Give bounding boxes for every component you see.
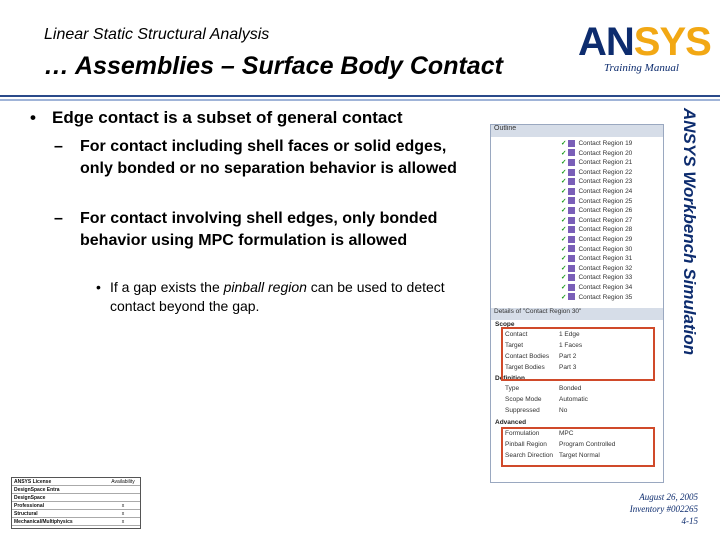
- outline-item-label: Contact Region 27: [578, 216, 633, 224]
- outline-item[interactable]: [561, 235, 632, 245]
- contact-region-icon: [568, 236, 575, 243]
- sub-bullet-2: [54, 208, 470, 252]
- check-icon: ✓: [561, 274, 567, 282]
- outline-item[interactable]: [561, 273, 632, 283]
- check-icon: ✓: [561, 284, 567, 291]
- contact-region-icon: [568, 140, 575, 147]
- footer-date: August 26, 2005: [639, 492, 698, 502]
- details-key: Contact Bodies: [505, 353, 550, 360]
- license-availability: x: [106, 518, 140, 526]
- outline-item-label: Contact Region 34: [578, 284, 633, 291]
- sub-sub-text-a: If a gap exists the: [110, 279, 224, 295]
- license-availability: [106, 494, 140, 502]
- license-row: [12, 502, 140, 510]
- check-icon: ✓: [561, 255, 567, 263]
- check-icon: ✓: [561, 140, 567, 147]
- details-value: Part 3: [559, 364, 577, 371]
- slide-subtitle: … Assemblies – Surface Body Contact: [44, 52, 503, 80]
- outline-item-label: Contact Region 24: [578, 188, 633, 195]
- contact-region-icon: [568, 197, 575, 204]
- outline-item[interactable]: [561, 149, 632, 159]
- outline-item[interactable]: [561, 225, 632, 235]
- details-value: 1 Faces: [559, 342, 583, 349]
- outline-item[interactable]: [561, 139, 632, 149]
- check-icon: ✓: [561, 226, 567, 234]
- outline-item-label: Contact Region 29: [578, 236, 633, 243]
- outline-item-label: Contact Region 22: [578, 168, 633, 176]
- sub-bullet-1-text: For contact including shell faces or solid edges, only bonded or no separation behavior is allowed: [80, 138, 457, 177]
- details-key: Search Direction: [505, 452, 554, 459]
- outline-item[interactable]: [561, 187, 632, 197]
- details-group-advanced: Advanced: [495, 419, 527, 426]
- advanced-highlight-box: [501, 427, 655, 467]
- details-group-scope: Scope: [495, 321, 515, 328]
- outline-item-label: Contact Region 28: [578, 226, 633, 234]
- check-icon: ✓: [561, 149, 567, 157]
- outline-item[interactable]: [561, 168, 632, 178]
- outline-item-label: Contact Region 20: [578, 149, 633, 157]
- outline-item-label: Contact Region 23: [578, 178, 633, 186]
- details-key: Formulation: [505, 430, 540, 437]
- details-group-definition: Definition: [495, 375, 525, 382]
- scope-highlight-box: [501, 327, 655, 381]
- details-key: Type: [505, 385, 520, 392]
- slide-title: Linear Static Structural Analysis: [44, 26, 270, 43]
- check-icon: ✓: [561, 236, 567, 243]
- footer: [600, 491, 698, 527]
- bullet-dot-icon: •: [30, 108, 36, 127]
- contact-region-icon: [568, 149, 575, 156]
- details-key: Target: [505, 342, 524, 349]
- outline-item[interactable]: [561, 177, 632, 187]
- license-name: Mechanical/Multiphysics: [12, 518, 106, 526]
- check-icon: ✓: [561, 168, 567, 176]
- license-name: DesignSpace: [12, 494, 106, 502]
- details-value: MPC: [559, 430, 574, 437]
- main-bullet-text: Edge contact is a subset of general contact: [52, 108, 403, 127]
- license-name: Professional: [12, 502, 106, 510]
- license-row: [12, 486, 140, 494]
- training-manual-label: Training Manual: [604, 62, 679, 74]
- outline-item[interactable]: [561, 245, 632, 255]
- check-icon: ✓: [561, 264, 567, 272]
- details-key: Pinball Region: [505, 441, 547, 448]
- outline-item-label: Contact Region 19: [578, 140, 633, 147]
- details-row[interactable]: [503, 407, 661, 418]
- contact-region-icon: [568, 274, 575, 281]
- check-icon: ✓: [561, 207, 567, 215]
- details-value: No: [559, 407, 568, 414]
- license-table: [11, 477, 141, 529]
- contact-region-icon: [568, 169, 575, 176]
- contact-region-icon: [568, 226, 575, 233]
- check-icon: ✓: [561, 245, 567, 253]
- ansys-logo: ANSYS: [578, 20, 711, 64]
- outline-item[interactable]: [561, 206, 632, 216]
- footer-page: 4-15: [681, 516, 698, 526]
- details-key: Scope Mode: [505, 396, 542, 403]
- dash-icon: –: [54, 210, 63, 227]
- outline-item-label: Contact Region 35: [578, 293, 633, 301]
- contact-region-icon: [568, 245, 575, 252]
- contact-region-icon: [568, 293, 575, 300]
- license-header-availability: Availability: [106, 478, 140, 486]
- outline-item-label: Contact Region 25: [578, 197, 633, 205]
- outline-item-label: Contact Region 33: [578, 274, 633, 282]
- bullet-dot-icon: •: [96, 279, 101, 295]
- vertical-banner: [675, 108, 705, 418]
- outline-item[interactable]: [561, 283, 632, 293]
- license-name: Structural: [12, 510, 106, 518]
- details-value: Automatic: [559, 396, 588, 403]
- sub-bullet-1: [54, 136, 470, 180]
- license-name: DesignSpace Entra: [12, 486, 106, 494]
- check-icon: ✓: [561, 293, 567, 301]
- footer-inventory: Inventory #002265: [629, 504, 698, 514]
- sub-sub-bullet: [96, 278, 460, 316]
- license-header-name: ANSYS License: [12, 478, 106, 486]
- contact-region-icon: [568, 159, 575, 166]
- details-key: Suppressed: [505, 407, 540, 414]
- contact-region-icon: [568, 255, 575, 262]
- outline-item[interactable]: [561, 158, 632, 168]
- license-availability: x: [106, 510, 140, 518]
- embedded-screenshot: [490, 124, 664, 483]
- details-row[interactable]: [503, 385, 661, 396]
- outline-item[interactable]: [561, 216, 632, 226]
- contact-region-icon: [568, 207, 575, 214]
- details-value: Bonded: [559, 385, 582, 392]
- contact-region-icon: [568, 188, 575, 195]
- check-icon: ✓: [561, 216, 567, 224]
- main-bullet: [30, 108, 402, 128]
- details-row[interactable]: [503, 396, 661, 407]
- check-icon: ✓: [561, 197, 567, 205]
- sub-bullet-2-text: For contact involving shell edges, only bonded behavior using MPC formulation is allowed: [80, 210, 438, 249]
- check-icon: ✓: [561, 188, 567, 195]
- outline-item[interactable]: [561, 293, 632, 303]
- contact-region-icon: [568, 178, 575, 185]
- details-key: Contact: [505, 331, 528, 338]
- license-availability: x: [106, 502, 140, 510]
- outline-item[interactable]: [561, 254, 632, 264]
- vertical-banner-text: ANSYS Workbench Simulation: [680, 108, 699, 356]
- details-value: Part 2: [559, 353, 577, 360]
- outline-item-label: Contact Region 31: [578, 255, 633, 263]
- outline-item-label: Contact Region 32: [578, 264, 633, 272]
- details-key: Target Bodies: [505, 364, 545, 371]
- outline-item-label: Contact Region 26: [578, 207, 633, 215]
- license-availability: [106, 486, 140, 494]
- sub-sub-text-b: can be used to detect contact beyond the gap.: [110, 279, 445, 314]
- outline-item-label: Contact Region 21: [578, 159, 633, 167]
- details-header: Details of "Contact Region 30": [491, 308, 664, 320]
- license-row: [12, 494, 140, 502]
- license-row: [12, 518, 140, 526]
- outline-item[interactable]: [561, 264, 632, 274]
- details-value: Target Normal: [559, 452, 600, 459]
- details-value: Program Controlled: [559, 441, 616, 448]
- contact-region-icon: [568, 217, 575, 224]
- outline-item-label: Contact Region 30: [578, 245, 633, 253]
- license-row: [12, 510, 140, 518]
- contact-region-icon: [568, 284, 575, 291]
- dash-icon: –: [54, 138, 63, 155]
- pinball-emphasis: pinball region: [223, 279, 307, 295]
- contact-region-icon: [568, 265, 575, 272]
- outline-item[interactable]: [561, 197, 632, 207]
- header-divider: [0, 95, 720, 103]
- outline-header: Outline: [491, 125, 664, 137]
- check-icon: ✓: [561, 178, 567, 186]
- check-icon: ✓: [561, 159, 567, 167]
- details-value: 1 Edge: [559, 331, 580, 338]
